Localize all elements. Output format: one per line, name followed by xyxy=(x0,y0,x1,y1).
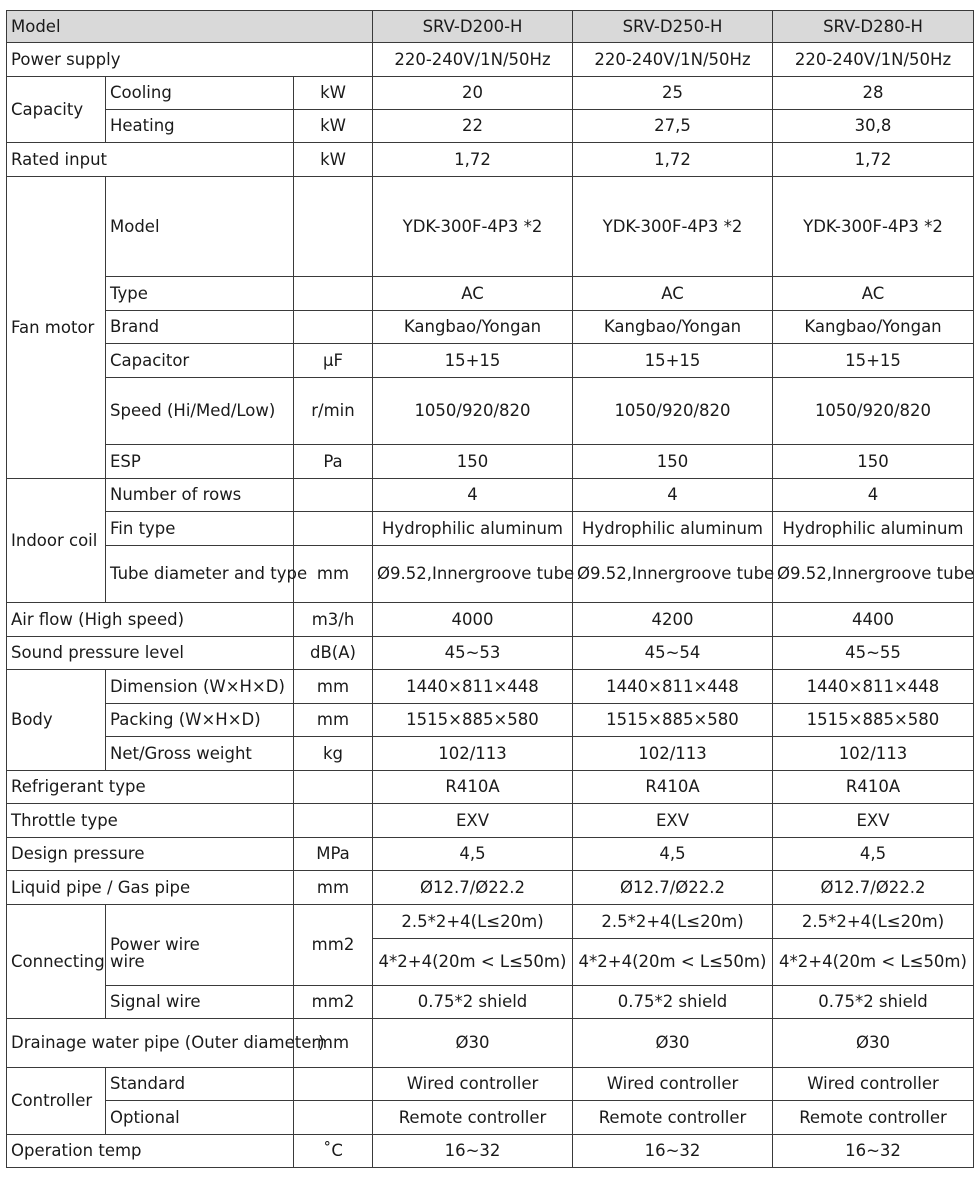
row-label: Capacitor xyxy=(106,344,294,378)
unit xyxy=(294,804,373,838)
fan-type-row xyxy=(7,277,974,311)
pipe-row xyxy=(7,871,974,905)
cell: 15+15 xyxy=(373,344,573,378)
cell: 4400 xyxy=(773,603,974,637)
row-label: Cooling xyxy=(106,77,294,110)
cell: 1515×885×580 xyxy=(573,704,773,737)
cooling-row xyxy=(7,77,974,110)
cell: YDK-300F-4P3 *2 xyxy=(373,177,573,277)
cell: Remote controller xyxy=(773,1101,974,1135)
fan-capacitor-row xyxy=(7,344,974,378)
cell: 1515×885×580 xyxy=(773,704,974,737)
unit xyxy=(294,479,373,512)
cell: 1050/920/820 xyxy=(573,378,773,445)
row-label: Air flow (High speed) xyxy=(7,603,294,637)
cell: Ø30 xyxy=(373,1019,573,1068)
cell: AC xyxy=(773,277,974,311)
cell: EXV xyxy=(373,804,573,838)
cell: 20 xyxy=(373,77,573,110)
cell: 220-240V/1N/50Hz xyxy=(773,43,974,77)
cell: Ø12.7/Ø22.2 xyxy=(573,871,773,905)
cell: Ø12.7/Ø22.2 xyxy=(773,871,974,905)
group-label-connecting-wire: Connecting wire xyxy=(7,905,106,1019)
cell: 0.75*2 shield xyxy=(773,986,974,1019)
model-col-3: SRV-D280-H xyxy=(773,11,974,43)
cell: 0.75*2 shield xyxy=(573,986,773,1019)
cell: 1515×885×580 xyxy=(373,704,573,737)
unit: kW xyxy=(294,77,373,110)
cell: 4*2+4(20m < L≤50m) xyxy=(573,939,773,986)
unit: MPa xyxy=(294,838,373,871)
operation-temp-row xyxy=(7,1135,974,1168)
cell: Remote controller xyxy=(373,1101,573,1135)
cell: 4,5 xyxy=(573,838,773,871)
cell: 4,5 xyxy=(773,838,974,871)
sound-row xyxy=(7,637,974,670)
unit xyxy=(294,1068,373,1101)
cell: 1440×811×448 xyxy=(773,670,974,704)
row-label: Fin type xyxy=(106,512,294,546)
cell: 45~54 xyxy=(573,637,773,670)
cell: AC xyxy=(373,277,573,311)
unit xyxy=(294,512,373,546)
row-label: Drainage water pipe (Outer diameter) xyxy=(7,1019,294,1068)
cell: 4 xyxy=(773,479,974,512)
cell: Wired controller xyxy=(373,1068,573,1101)
drainage-row xyxy=(7,1019,974,1068)
row-label: Optional xyxy=(106,1101,294,1135)
unit xyxy=(294,311,373,344)
model-col-1: SRV-D200-H xyxy=(373,11,573,43)
cell: EXV xyxy=(573,804,773,838)
row-label: Heating xyxy=(106,110,294,143)
cell: 1050/920/820 xyxy=(773,378,974,445)
unit: Pa xyxy=(294,445,373,479)
cell: Hydrophilic aluminum xyxy=(373,512,573,546)
cell: Ø9.52,Innergroove tube xyxy=(773,546,974,603)
body-weight-row xyxy=(7,737,974,771)
row-label: Net/Gross weight xyxy=(106,737,294,771)
cell: 102/113 xyxy=(373,737,573,771)
cell: Wired controller xyxy=(573,1068,773,1101)
cell: R410A xyxy=(573,771,773,804)
row-label: Operation temp xyxy=(7,1135,294,1168)
coil-rows-row xyxy=(7,479,974,512)
spec-table xyxy=(6,10,974,1168)
controller-standard-row xyxy=(7,1068,974,1101)
signal-wire-row xyxy=(7,986,974,1019)
unit: μF xyxy=(294,344,373,378)
row-label: Type xyxy=(106,277,294,311)
row-label: Model xyxy=(106,177,294,277)
cell: 1440×811×448 xyxy=(573,670,773,704)
cell: 150 xyxy=(773,445,974,479)
unit xyxy=(294,277,373,311)
row-label: Number of rows xyxy=(106,479,294,512)
cell: Ø30 xyxy=(573,1019,773,1068)
row-label: Speed (Hi/Med/Low) xyxy=(106,378,294,445)
unit: mm2 xyxy=(294,905,373,986)
unit xyxy=(294,1101,373,1135)
refrigerant-row xyxy=(7,771,974,804)
cell: Wired controller xyxy=(773,1068,974,1101)
cell: Ø30 xyxy=(773,1019,974,1068)
cell: 16~32 xyxy=(573,1135,773,1168)
cell: 28 xyxy=(773,77,974,110)
cell: 22 xyxy=(373,110,573,143)
cell: Hydrophilic aluminum xyxy=(573,512,773,546)
cell: 30,8 xyxy=(773,110,974,143)
group-label-fan-motor: Fan motor xyxy=(7,177,106,479)
header-row xyxy=(7,11,974,43)
design-pressure-row xyxy=(7,838,974,871)
cell: YDK-300F-4P3 *2 xyxy=(573,177,773,277)
unit: kW xyxy=(294,143,373,177)
group-label-body: Body xyxy=(7,670,106,771)
cell: YDK-300F-4P3 *2 xyxy=(773,177,974,277)
unit: dB(A) xyxy=(294,637,373,670)
cell: 45~53 xyxy=(373,637,573,670)
fan-esp-row xyxy=(7,445,974,479)
cell: 4*2+4(20m < L≤50m) xyxy=(373,939,573,986)
cell: Kangbao/Yongan xyxy=(573,311,773,344)
cell: Ø9.52,Innergroove tube xyxy=(573,546,773,603)
cell: 15+15 xyxy=(573,344,773,378)
controller-optional-row xyxy=(7,1101,974,1135)
cell: 4,5 xyxy=(373,838,573,871)
unit: mm xyxy=(294,704,373,737)
row-label: Sound pressure level xyxy=(7,637,294,670)
cell: 220-240V/1N/50Hz xyxy=(573,43,773,77)
unit: mm xyxy=(294,1019,373,1068)
cell: Hydrophilic aluminum xyxy=(773,512,974,546)
fan-speed-row xyxy=(7,378,974,445)
unit: mm xyxy=(294,871,373,905)
cell: Ø12.7/Ø22.2 xyxy=(373,871,573,905)
cell: R410A xyxy=(773,771,974,804)
throttle-row xyxy=(7,804,974,838)
cell: 1050/920/820 xyxy=(373,378,573,445)
cell: 25 xyxy=(573,77,773,110)
coil-fin-row xyxy=(7,512,974,546)
cell: 2.5*2+4(L≤20m) xyxy=(773,905,974,939)
heating-row xyxy=(7,110,974,143)
row-label: Dimension (W×H×D) xyxy=(106,670,294,704)
cell: Ø9.52,Innergroove tube xyxy=(373,546,573,603)
unit: m3/h xyxy=(294,603,373,637)
cell: Kangbao/Yongan xyxy=(373,311,573,344)
cell: 1440×811×448 xyxy=(373,670,573,704)
row-label: Brand xyxy=(106,311,294,344)
row-label: Power wire xyxy=(106,905,294,986)
cell: 4200 xyxy=(573,603,773,637)
cell: 2.5*2+4(L≤20m) xyxy=(573,905,773,939)
row-label: Power supply xyxy=(7,43,373,77)
cell: EXV xyxy=(773,804,974,838)
cell: 102/113 xyxy=(773,737,974,771)
row-label: Throttle type xyxy=(7,804,294,838)
row-label: Liquid pipe / Gas pipe xyxy=(7,871,294,905)
unit: kg xyxy=(294,737,373,771)
unit: mm xyxy=(294,670,373,704)
row-label: Signal wire xyxy=(106,986,294,1019)
power-wire-row-a xyxy=(7,905,974,939)
cell: 45~55 xyxy=(773,637,974,670)
group-label-indoor-coil: Indoor coil xyxy=(7,479,106,603)
row-label: Tube diameter and type xyxy=(106,546,294,603)
cell: 15+15 xyxy=(773,344,974,378)
unit: r/min xyxy=(294,378,373,445)
cell: R410A xyxy=(373,771,573,804)
cell: 16~32 xyxy=(373,1135,573,1168)
cell: Kangbao/Yongan xyxy=(773,311,974,344)
unit xyxy=(294,771,373,804)
model-col-2: SRV-D250-H xyxy=(573,11,773,43)
fan-model-row xyxy=(7,177,974,277)
rated-input-row xyxy=(7,143,974,177)
group-label-controller: Controller xyxy=(7,1068,106,1135)
unit: mm2 xyxy=(294,986,373,1019)
row-label: ESP xyxy=(106,445,294,479)
row-label: Packing (W×H×D) xyxy=(106,704,294,737)
row-label: Refrigerant type xyxy=(7,771,294,804)
cell: 2.5*2+4(L≤20m) xyxy=(373,905,573,939)
cell: 4*2+4(20m < L≤50m) xyxy=(773,939,974,986)
cell: 102/113 xyxy=(573,737,773,771)
cell: 4 xyxy=(573,479,773,512)
cell: 1,72 xyxy=(573,143,773,177)
body-packing-row xyxy=(7,704,974,737)
air-flow-row xyxy=(7,603,974,637)
cell: Remote controller xyxy=(573,1101,773,1135)
unit xyxy=(294,177,373,277)
model-header-label: Model xyxy=(7,11,373,43)
cell: 27,5 xyxy=(573,110,773,143)
cell: 1,72 xyxy=(773,143,974,177)
fan-brand-row xyxy=(7,311,974,344)
cell: 1,72 xyxy=(373,143,573,177)
cell: 4 xyxy=(373,479,573,512)
cell: 220-240V/1N/50Hz xyxy=(373,43,573,77)
unit: ˚C xyxy=(294,1135,373,1168)
cell: 150 xyxy=(573,445,773,479)
row-label: Standard xyxy=(106,1068,294,1101)
body-dimension-row xyxy=(7,670,974,704)
group-label-capacity: Capacity xyxy=(7,77,106,143)
cell: 0.75*2 shield xyxy=(373,986,573,1019)
cell: 16~32 xyxy=(773,1135,974,1168)
coil-tube-row xyxy=(7,546,974,603)
cell: 150 xyxy=(373,445,573,479)
power-supply-row xyxy=(7,43,974,77)
unit: kW xyxy=(294,110,373,143)
row-label: Design pressure xyxy=(7,838,294,871)
cell: 4000 xyxy=(373,603,573,637)
unit: mm xyxy=(294,546,373,603)
row-label: Rated input xyxy=(7,143,294,177)
cell: AC xyxy=(573,277,773,311)
